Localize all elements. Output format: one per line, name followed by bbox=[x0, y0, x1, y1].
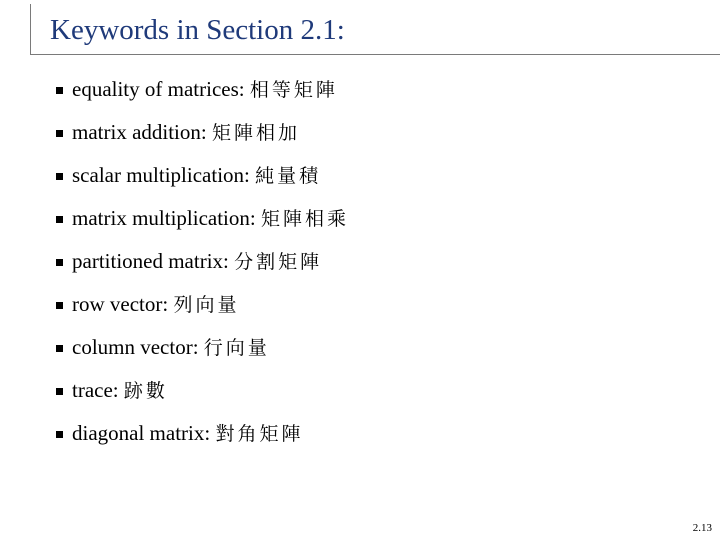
square-bullet-icon bbox=[56, 431, 63, 438]
keyword-term: diagonal matrix: bbox=[72, 421, 211, 445]
keyword-item bbox=[56, 117, 696, 147]
square-bullet-icon bbox=[56, 87, 63, 94]
keyword-term: matrix multiplication: bbox=[72, 206, 256, 230]
square-bullet-icon bbox=[56, 216, 63, 223]
keyword-term: equality of matrices: bbox=[72, 77, 245, 101]
keyword-item bbox=[56, 203, 696, 233]
slide-title: Keywords in Section 2.1: bbox=[50, 14, 345, 46]
keyword-term: column vector: bbox=[72, 335, 199, 359]
keyword-translation: 跡數 bbox=[123, 380, 168, 402]
keyword-item bbox=[56, 74, 696, 104]
square-bullet-icon bbox=[56, 345, 63, 352]
page-number: 2.13 bbox=[692, 522, 712, 534]
square-bullet-icon bbox=[56, 173, 63, 180]
keyword-translation: 純量積 bbox=[255, 165, 322, 187]
keyword-item bbox=[56, 246, 696, 276]
keyword-item bbox=[56, 418, 696, 448]
keyword-translation: 列向量 bbox=[173, 294, 240, 316]
square-bullet-icon bbox=[56, 130, 63, 137]
keyword-translation: 矩陣相乘 bbox=[260, 208, 349, 230]
keyword-translation: 相等矩陣 bbox=[249, 79, 338, 101]
keyword-item bbox=[56, 375, 696, 405]
square-bullet-icon bbox=[56, 388, 63, 395]
keyword-translation: 行向量 bbox=[203, 337, 270, 359]
keyword-translation: 矩陣相加 bbox=[211, 122, 300, 144]
keyword-translation: 對角矩陣 bbox=[215, 423, 304, 445]
keyword-term: matrix addition: bbox=[72, 120, 207, 144]
keyword-item bbox=[56, 160, 696, 190]
keyword-term: row vector: bbox=[72, 292, 169, 316]
square-bullet-icon bbox=[56, 259, 63, 266]
keyword-term: scalar multiplication: bbox=[72, 163, 250, 187]
keyword-translation: 分割矩陣 bbox=[234, 251, 323, 273]
keyword-term: partitioned matrix: bbox=[72, 249, 229, 273]
keyword-item bbox=[56, 332, 696, 362]
keyword-term: trace: bbox=[72, 378, 119, 402]
keyword-item bbox=[56, 289, 696, 319]
square-bullet-icon bbox=[56, 302, 63, 309]
